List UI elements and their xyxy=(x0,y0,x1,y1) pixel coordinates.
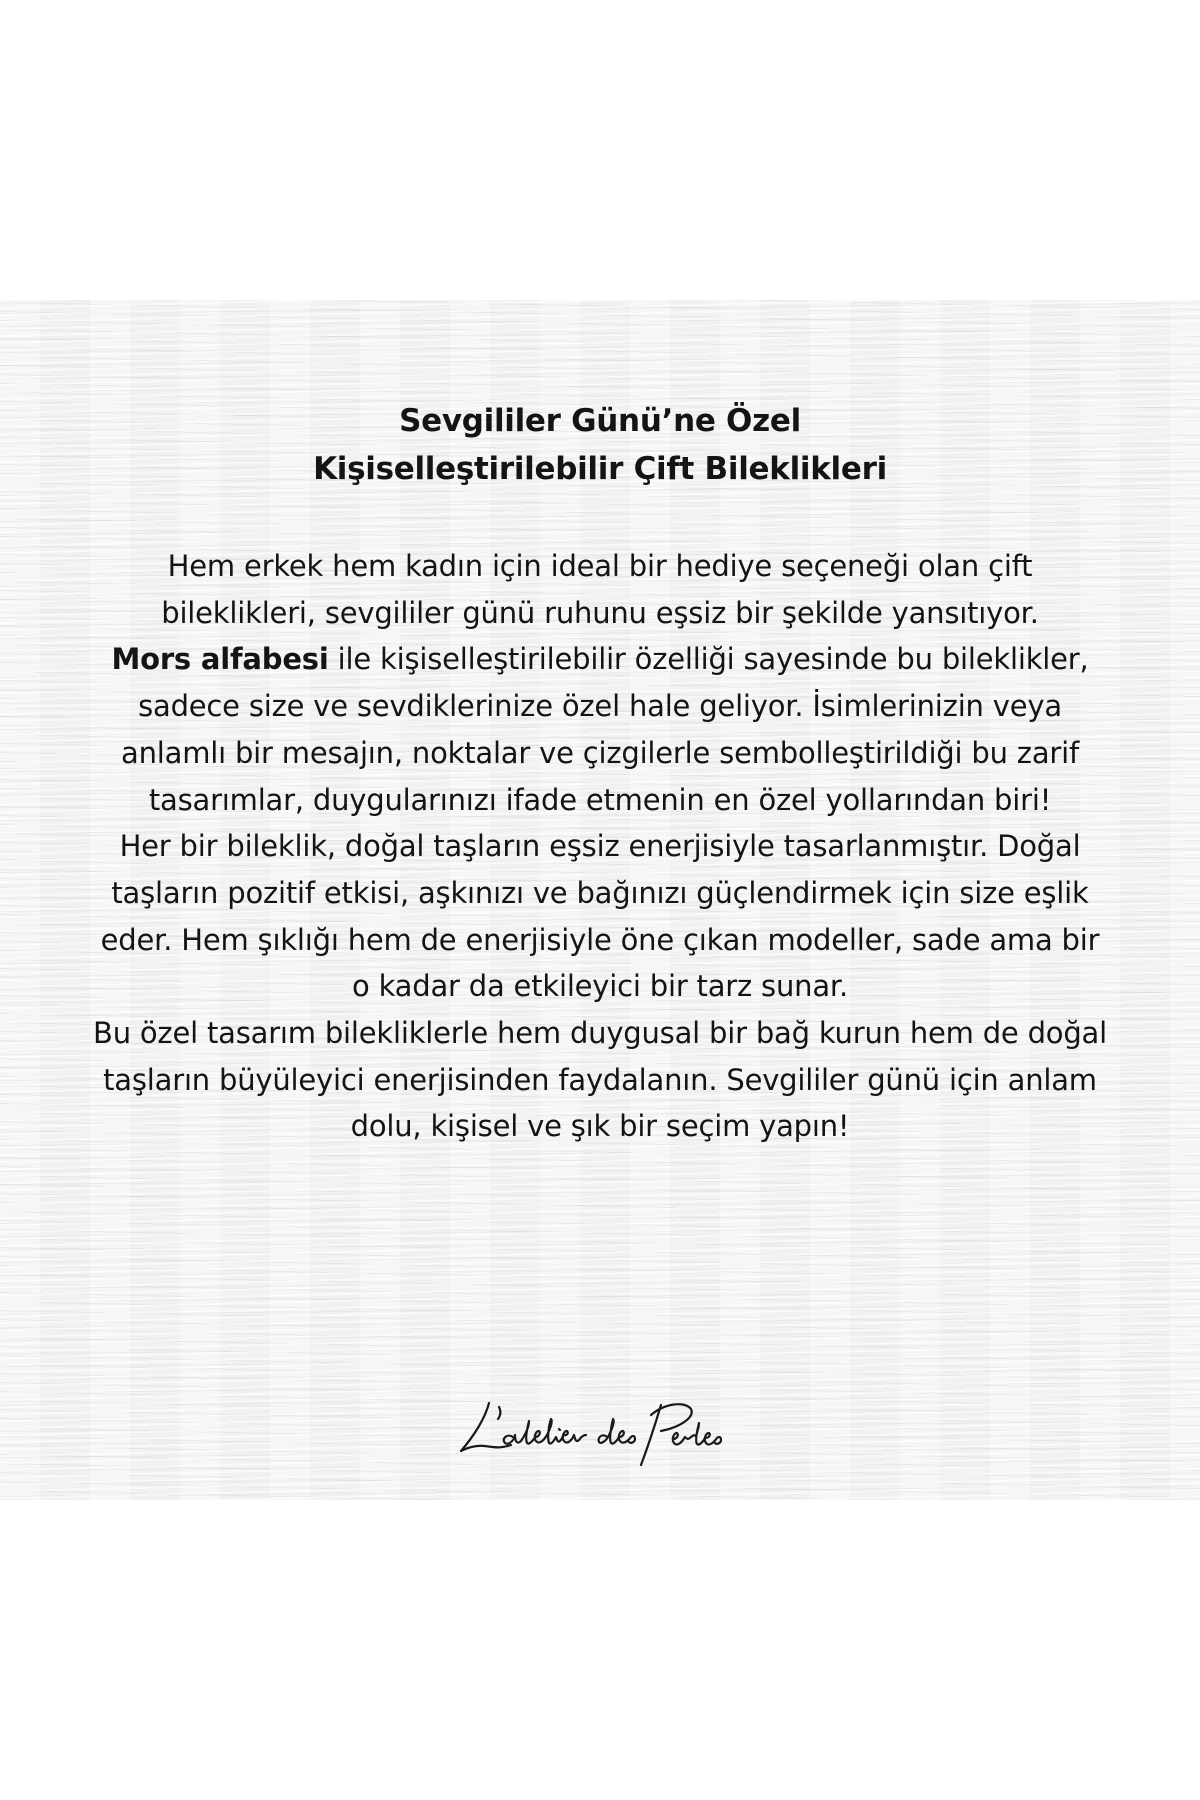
title-line-2: Kişiselleştirilebilir Çift Bileklikleri xyxy=(313,451,887,487)
page-title xyxy=(0,397,1200,493)
title-line-1: Sevgililer Günü’ne Özel xyxy=(399,403,801,439)
description-text xyxy=(90,543,1110,1150)
paragraph-3: Her bir bileklik, doğal taşların eşsiz enerjisiyle tasarlanmıştır. Doğal taşların pozitif etkisi, aşkınızı ve bağınızı güçlendirmek için size eşlik eder. Hem şıklığı hem de enerjisiyle öne çıkan modeller, sade ama bir o kadar da etkileyici bir tarz sunar. xyxy=(100,829,1100,1004)
paper-card xyxy=(0,300,1200,1500)
brand-signature-logo xyxy=(455,1385,755,1475)
paragraph-2 xyxy=(90,636,1110,823)
paragraph-4: Bu özel tasarım bilekliklerle hem duygusal bir bağ kurun hem de doğal taşların büyüleyici enerjisinden faydalanın. Sevgililer günü için anlam dolu, kişisel ve şık bir seçim yapın! xyxy=(93,1016,1107,1144)
paragraph-2-highlight: Mors alfabesi xyxy=(111,642,329,677)
paragraph-2-text: ile kişiselleştirilebilir özelliği sayesinde bu bileklikler, sadece size ve sevdiklerinize özel hale geliyor. İsimlerinizin veya anlamlı bir mesajın, noktalar ve çizgilerle sembolleştirildiği bu zarif tasarımlar, duygularınızı ifade etmenin en özel yollarından biri! xyxy=(121,642,1089,817)
paragraph-1: Hem erkek hem kadın için ideal bir hediye seçeneği olan çift bileklikleri, sevgililer günü ruhunu eşsiz bir şekilde yansıtıyor. xyxy=(161,549,1039,630)
